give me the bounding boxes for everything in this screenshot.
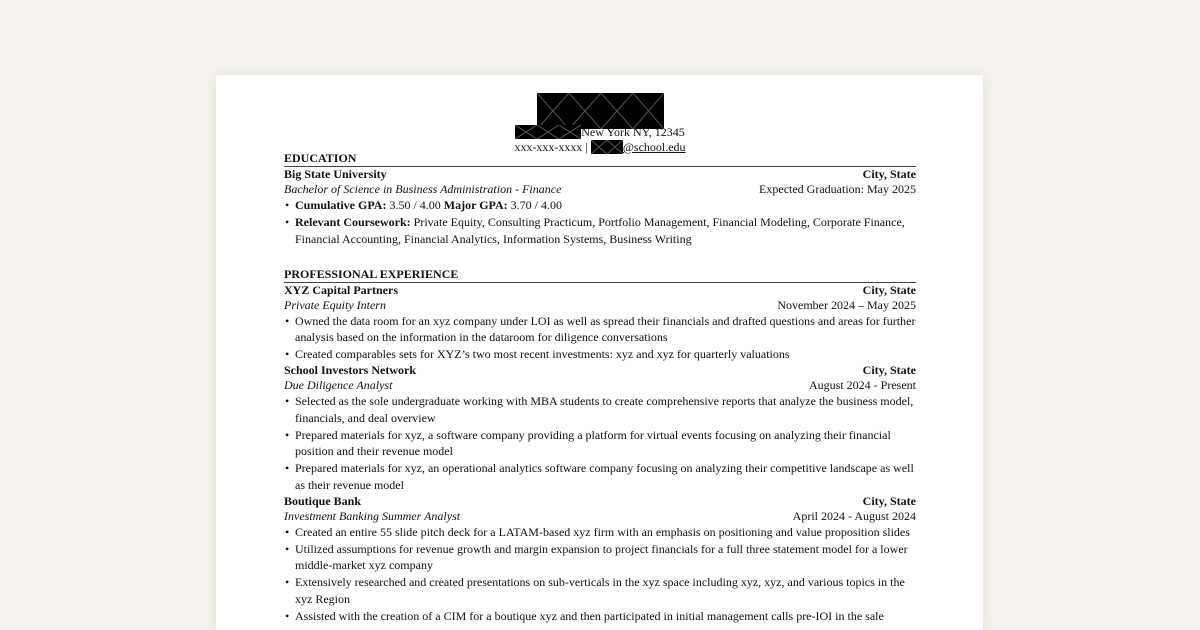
degree: Bachelor of Science in Business Administration - Finance [284, 182, 562, 196]
company-name: Boutique Bank [284, 493, 362, 508]
job-entry [284, 283, 916, 363]
job-dates: April 2024 - August 2024 [792, 508, 916, 523]
job-bullet: • Owned the data room for an xyz company under LOI as well as spread their financials and drafted questions and areas for further analysis based on the information in the dataroom for diligence conversations [284, 313, 916, 346]
school-name: Big State University [284, 167, 387, 181]
job-role-row [284, 378, 916, 393]
major-gpa-label: Major GPA: [443, 198, 508, 212]
education-bullets [284, 197, 916, 247]
education-school-row [284, 167, 916, 182]
job-role-row [284, 509, 916, 524]
coursework-text: Private Equity, Consulting Practicum, Portfolio Management, Financial Modeling, Corporate Finance, Financial Accounting, Financial Analytics, Information Systems, Business Writing [295, 215, 905, 246]
redacted-email-user [591, 140, 623, 154]
job-dates: August 2024 - Present [809, 378, 916, 392]
job-role: Due Diligence Analyst [284, 378, 393, 392]
job-location: City, State [862, 493, 916, 508]
education-degree-row [284, 182, 916, 197]
experience-list [284, 283, 916, 625]
email-link[interactable]: @school.edu [622, 140, 686, 154]
job-company-row [284, 363, 916, 378]
resume-content [284, 93, 916, 625]
job-bullet: • Created comparables sets for XYZ’s two most recent investments: xyz and xyz for quarterly valuations [284, 346, 916, 363]
job-role: Investment Banking Summer Analyst [284, 508, 461, 523]
job-bullet: • Extensively researched and created presentations on sub-verticals in the xyz space including xyz, xyz, and various topics in the xyz Region [284, 574, 916, 607]
company-name: XYZ Capital Partners [284, 282, 398, 297]
job-bullets [284, 524, 916, 625]
resume-page [216, 75, 983, 630]
education-heading: EDUCATION [284, 151, 916, 167]
job-bullet: • Selected as the sole undergraduate working with MBA students to create comprehensive reports that analyze the business model, financials, and deal overview [284, 393, 916, 426]
job-location: City, State [862, 363, 916, 377]
experience-heading: PROFESSIONAL EXPERIENCE [284, 267, 916, 283]
job-bullet: • Assisted with the creation of a CIM for a boutique xyz and then participated in initial management calls pre-IOI in the sale [284, 608, 916, 625]
graduation-date: Expected Graduation: May 2025 [759, 182, 916, 196]
job-bullet: • Prepared materials for xyz, an operational analytics software company focusing on analyzing their competitive landscape as well as their revenue model [284, 460, 916, 493]
gpa-value: 3.50 / 4.00 [389, 198, 441, 212]
job-entry [284, 363, 916, 493]
major-gpa-value: 3.70 / 4.00 [510, 198, 562, 212]
resume-header [284, 93, 916, 154]
job-bullet: • Created an entire 55 slide pitch deck for a LATAM-based xyz firm with an emphasis on positioning and value proposition slides [284, 524, 916, 541]
job-dates: November 2024 – May 2025 [777, 297, 916, 312]
gpa-item [284, 197, 916, 214]
job-bullets [284, 313, 916, 363]
contact-line [284, 139, 916, 155]
job-role-row [284, 298, 916, 313]
coursework-item [284, 214, 916, 247]
address-line [284, 124, 916, 140]
school-location: City, State [862, 167, 916, 181]
gpa-label: Cumulative GPA: [295, 198, 387, 212]
job-entry [284, 494, 916, 625]
address-text: New York NY, 12345 [581, 125, 685, 139]
job-bullets [284, 393, 916, 493]
coursework-label: Relevant Coursework: [295, 215, 411, 229]
phone-text: xxx-xxx-xxxx [514, 140, 583, 154]
job-location: City, State [862, 282, 916, 297]
job-bullet: • Utilized assumptions for revenue growth and margin expansion to project financials for a full three statement model for a lower middle-market xyz company [284, 541, 916, 574]
job-company-row [284, 283, 916, 298]
redacted-street [515, 125, 581, 139]
job-role: Private Equity Intern [284, 297, 386, 312]
job-company-row [284, 494, 916, 509]
company-name: School Investors Network [284, 363, 416, 377]
job-bullet: • Prepared materials for xyz, a software company providing a platform for virtual events focusing on analyzing their financial position and their revenue model [284, 427, 916, 460]
contact-separator: | [585, 140, 588, 154]
